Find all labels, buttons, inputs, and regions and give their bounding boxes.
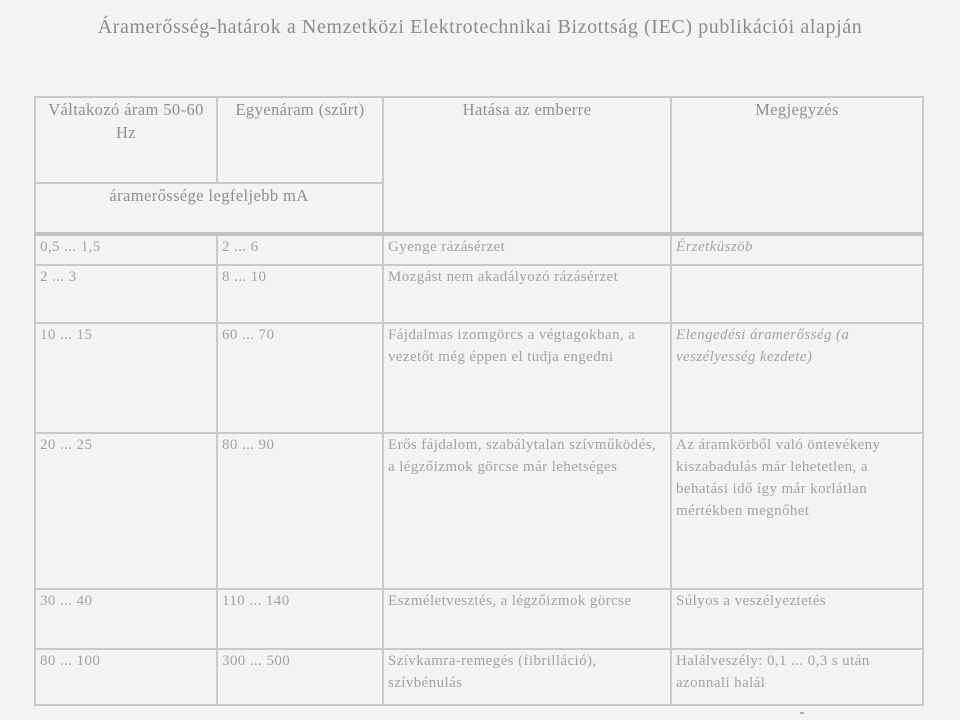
header-unit: áramerőssége legfeljebb mA [35, 183, 383, 234]
cell-note: Súlyos a veszélyeztetés [671, 589, 923, 649]
cell-note: Érzetküszöb [671, 234, 923, 265]
cell-dc: 60 ... 70 [217, 323, 383, 433]
table-row [35, 433, 923, 589]
header-note: Megjegyzés [671, 97, 923, 234]
cell-ac: 80 ... 100 [35, 649, 217, 705]
header-dc-current: Egyenáram (szűrt) [217, 97, 383, 183]
table-row [35, 265, 923, 323]
scan-mark [800, 712, 804, 714]
cell-ac: 10 ... 15 [35, 323, 217, 433]
cell-dc: 300 ... 500 [217, 649, 383, 705]
cell-effect: Gyenge rázásérzet [383, 234, 671, 265]
page-title: Áramerősség-határok a Nemzetközi Elektrotechnikai Bizottság (IEC) publikációi alapján [97, 16, 863, 38]
cell-note: Az áramkörből való öntevékeny kiszabadulás már lehetetlen, a behatási idő így már korlátlan mértékben megnőhet [671, 433, 923, 589]
cell-dc: 8 ... 10 [217, 265, 383, 323]
cell-dc: 2 ... 6 [217, 234, 383, 265]
cell-note [671, 265, 923, 323]
cell-effect: Erős fájdalom, szabálytalan szívműködés, a légzőizmok görcse már lehetséges [383, 433, 671, 589]
cell-effect: Szívkamra-remegés (fibrilláció), szívbénulás [383, 649, 671, 705]
cell-ac: 2 ... 3 [35, 265, 217, 323]
table-row [35, 234, 923, 265]
cell-note: Elengedési áramerősség (a veszélyesség kezdete) [671, 323, 923, 433]
header-ac-current: Váltakozó áram 50-60 Hz [35, 97, 217, 183]
cell-dc: 80 ... 90 [217, 433, 383, 589]
cell-ac: 20 ... 25 [35, 433, 217, 589]
current-limits-table [34, 96, 924, 706]
cell-ac: 0,5 ... 1,5 [35, 234, 217, 265]
cell-effect: Eszméletvesztés, a légzőizmok görcse [383, 589, 671, 649]
cell-effect: Fájdalmas izomgörcs a végtagokban, a vezetőt még éppen el tudja engedni [383, 323, 671, 433]
cell-dc: 110 ... 140 [217, 589, 383, 649]
table-row [35, 589, 923, 649]
cell-effect: Mozgást nem akadályozó rázásérzet [383, 265, 671, 323]
table-row [35, 323, 923, 433]
cell-ac: 30 ... 40 [35, 589, 217, 649]
header-effect: Hatása az emberre [383, 97, 671, 234]
cell-note: Halálveszély: 0,1 ... 0,3 s után azonnali halál [671, 649, 923, 705]
table-row [35, 649, 923, 705]
